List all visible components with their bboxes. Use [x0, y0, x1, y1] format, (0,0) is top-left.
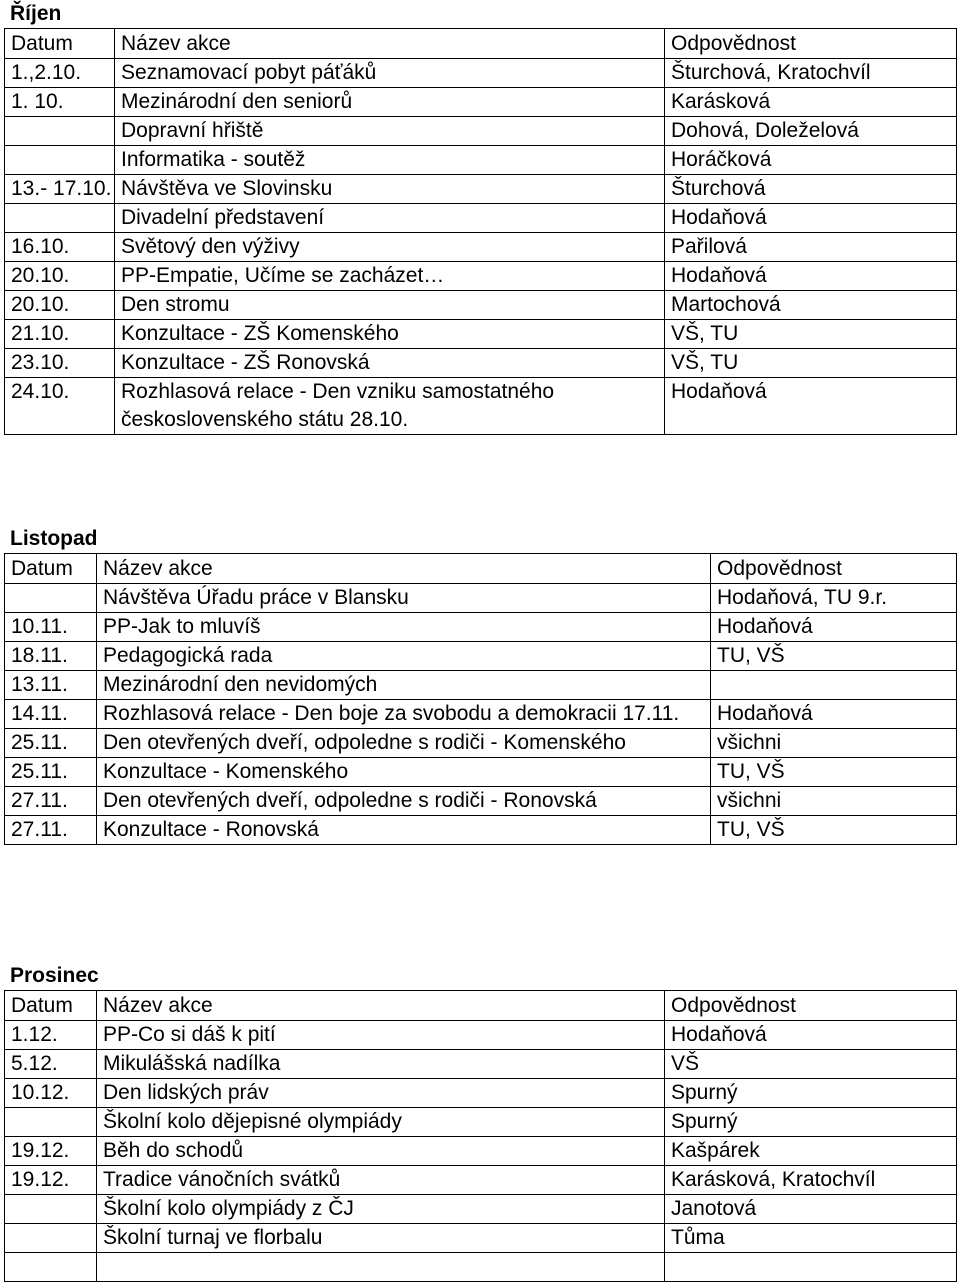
table-row: [5, 700, 957, 729]
table-row: [5, 1166, 957, 1195]
table-row: [5, 378, 957, 435]
section-title: Prosinec: [10, 964, 99, 987]
cell-date: 5.12.: [5, 1050, 97, 1079]
table-header-row: [5, 991, 957, 1021]
cell-name: Den stromu: [115, 291, 665, 320]
cell-date: 18.11.: [5, 642, 97, 671]
section-prosinec: [4, 964, 957, 1282]
table-row: [5, 146, 957, 175]
section-rijen: [4, 2, 957, 435]
cell-name: Dopravní hřiště: [115, 117, 665, 146]
cell-name: Návštěva Úřadu práce v Blansku: [97, 584, 711, 613]
section-listopad: [4, 527, 957, 845]
table-row: [5, 291, 957, 320]
cell-date: 23.10.: [5, 349, 115, 378]
cell-date: [5, 204, 115, 233]
cell-name: Konzultace - ZŠ Ronovská: [115, 349, 665, 378]
section-title: Listopad: [10, 527, 98, 550]
cell-resp: Dohová, Doleželová: [665, 117, 957, 146]
cell-resp: Horáčková: [665, 146, 957, 175]
cell-resp: Šturchová: [665, 175, 957, 204]
schedule-table: [4, 990, 957, 1282]
cell-date: 20.10.: [5, 291, 115, 320]
cell-resp: Hodaňová: [665, 378, 957, 435]
cell-name: Mezinárodní den seniorů: [115, 88, 665, 117]
header-date: Datum: [5, 554, 97, 584]
table-row: [5, 349, 957, 378]
cell-resp: Hodaňová: [665, 262, 957, 291]
table-row: [5, 59, 957, 88]
table-row: [5, 262, 957, 291]
cell-resp: Karásková, Kratochvíl: [665, 1166, 957, 1195]
section-title: Říjen: [10, 2, 62, 25]
cell-name: Divadelní představení: [115, 204, 665, 233]
cell-date: 13.11.: [5, 671, 97, 700]
cell-date: 1. 10.: [5, 88, 115, 117]
table-row: [5, 787, 957, 816]
cell-name: Den otevřených dveří, odpoledne s rodiči - Komenského: [97, 729, 711, 758]
cell-resp: Hodaňová: [711, 700, 957, 729]
cell-date: [5, 146, 115, 175]
table-row: [5, 1137, 957, 1166]
table-row: [5, 613, 957, 642]
cell-date: 1.12.: [5, 1021, 97, 1050]
cell-resp: Tůma: [665, 1224, 957, 1253]
cell-name: Školní kolo olympiády z ČJ: [97, 1195, 665, 1224]
table-row: [5, 816, 957, 845]
cell-resp: VŠ, TU: [665, 320, 957, 349]
table-row: [5, 671, 957, 700]
table-row: [5, 1021, 957, 1050]
cell-resp: Janotová: [665, 1195, 957, 1224]
table-row: [5, 204, 957, 233]
cell-name: Školní turnaj ve florbalu: [97, 1224, 665, 1253]
cell-resp: [711, 671, 957, 700]
schedule-table: [4, 553, 957, 845]
cell-resp: Martochová: [665, 291, 957, 320]
table-row: [5, 1224, 957, 1253]
cell-date: [5, 584, 97, 613]
cell-resp: Hodaňová: [665, 204, 957, 233]
cell-resp: Hodaňová: [665, 1021, 957, 1050]
table-row: [5, 758, 957, 787]
table-row: [5, 1108, 957, 1137]
header-date: Datum: [5, 29, 115, 59]
cell-resp: [665, 1253, 957, 1282]
header-resp: Odpovědnost: [665, 991, 957, 1021]
cell-resp: Hodaňová, TU 9.r.: [711, 584, 957, 613]
cell-resp: TU, VŠ: [711, 758, 957, 787]
header-resp: Odpovědnost: [665, 29, 957, 59]
cell-date: 24.10.: [5, 378, 115, 435]
schedule-table: [4, 28, 957, 435]
cell-date: 27.11.: [5, 787, 97, 816]
cell-resp: Pařilová: [665, 233, 957, 262]
table-row: [5, 320, 957, 349]
cell-name: Návštěva ve Slovinsku: [115, 175, 665, 204]
cell-resp: TU, VŠ: [711, 816, 957, 845]
cell-name: Školní kolo dějepisné olympiády: [97, 1108, 665, 1137]
cell-date: 1.,2.10.: [5, 59, 115, 88]
header-date: Datum: [5, 991, 97, 1021]
table-row: [5, 117, 957, 146]
cell-name: PP-Jak to mluvíš: [97, 613, 711, 642]
cell-resp: Šturchová, Kratochvíl: [665, 59, 957, 88]
table-row: [5, 233, 957, 262]
table-row: [5, 642, 957, 671]
header-name: Název akce: [97, 554, 711, 584]
cell-date: [5, 1253, 97, 1282]
cell-name: Konzultace - Komenského: [97, 758, 711, 787]
cell-date: 10.11.: [5, 613, 97, 642]
cell-date: [5, 117, 115, 146]
cell-resp: Spurný: [665, 1079, 957, 1108]
cell-name: Konzultace - Ronovská: [97, 816, 711, 845]
table-row: [5, 584, 957, 613]
table-row: [5, 88, 957, 117]
cell-date: 16.10.: [5, 233, 115, 262]
cell-resp: VŠ, TU: [665, 349, 957, 378]
cell-resp: Kašpárek: [665, 1137, 957, 1166]
cell-name: Seznamovací pobyt páťáků: [115, 59, 665, 88]
table-row: [5, 1195, 957, 1224]
cell-date: 19.12.: [5, 1166, 97, 1195]
header-resp: Odpovědnost: [711, 554, 957, 584]
cell-resp: Karásková: [665, 88, 957, 117]
cell-name: [97, 1253, 665, 1282]
cell-resp: všichni: [711, 787, 957, 816]
cell-name: Rozhlasová relace - Den boje za svobodu a demokracii 17.11.: [97, 700, 711, 729]
header-name: Název akce: [97, 991, 665, 1021]
cell-resp: VŠ: [665, 1050, 957, 1079]
table-row: [5, 1079, 957, 1108]
cell-resp: Spurný: [665, 1108, 957, 1137]
cell-name: PP-Co si dáš k pití: [97, 1021, 665, 1050]
cell-date: 27.11.: [5, 816, 97, 845]
cell-date: 21.10.: [5, 320, 115, 349]
cell-date: 10.12.: [5, 1079, 97, 1108]
cell-name: Běh do schodů: [97, 1137, 665, 1166]
cell-date: 19.12.: [5, 1137, 97, 1166]
cell-date: [5, 1224, 97, 1253]
table-header-row: [5, 29, 957, 59]
cell-name: Den otevřených dveří, odpoledne s rodiči - Ronovská: [97, 787, 711, 816]
cell-resp: TU, VŠ: [711, 642, 957, 671]
cell-name: Tradice vánočních svátků: [97, 1166, 665, 1195]
header-name: Název akce: [115, 29, 665, 59]
cell-date: [5, 1108, 97, 1137]
cell-date: [5, 1195, 97, 1224]
cell-name: Pedagogická rada: [97, 642, 711, 671]
cell-date: 25.11.: [5, 758, 97, 787]
cell-name: Konzultace - ZŠ Komenského: [115, 320, 665, 349]
cell-date: 25.11.: [5, 729, 97, 758]
cell-name: Rozhlasová relace - Den vzniku samostatného československého státu 28.10.: [115, 378, 665, 435]
table-header-row: [5, 554, 957, 584]
cell-name: PP-Empatie, Učíme se zacházet…: [115, 262, 665, 291]
cell-name: Informatika - soutěž: [115, 146, 665, 175]
cell-resp: všichni: [711, 729, 957, 758]
cell-date: 13.- 17.10.: [5, 175, 115, 204]
table-row: [5, 729, 957, 758]
cell-name: Mikulášská nadílka: [97, 1050, 665, 1079]
cell-resp: Hodaňová: [711, 613, 957, 642]
cell-name: Světový den výživy: [115, 233, 665, 262]
table-row: [5, 175, 957, 204]
cell-date: 14.11.: [5, 700, 97, 729]
table-row: [5, 1050, 957, 1079]
table-row: [5, 1253, 957, 1282]
cell-date: 20.10.: [5, 262, 115, 291]
cell-name: Den lidských práv: [97, 1079, 665, 1108]
cell-name: Mezinárodní den nevidomých: [97, 671, 711, 700]
